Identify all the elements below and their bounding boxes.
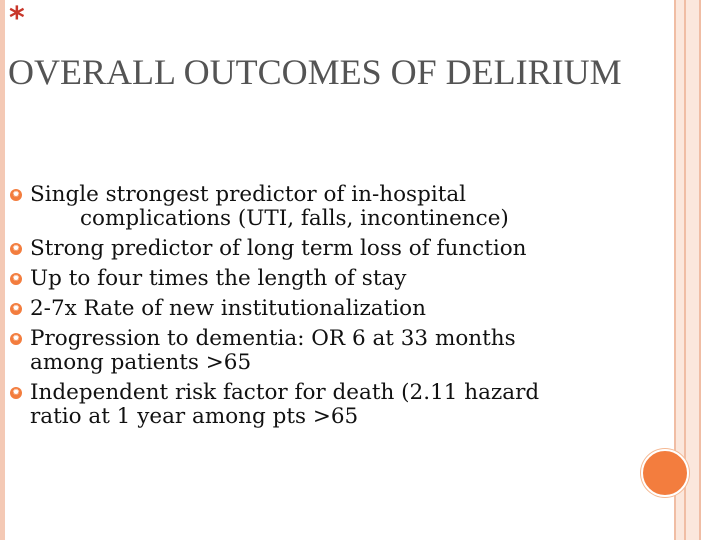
- sun-bullet-icon: ✹: [10, 189, 22, 201]
- bullet-item: [8, 327, 628, 375]
- bullet-text: Progression to dementia: OR 6 at 33 months: [30, 326, 516, 351]
- bullet-text: Strong predictor of long term loss of function: [30, 236, 527, 261]
- bullet-text-continuation: ratio at 1 year among pts >65: [30, 404, 359, 429]
- bullet-item: [8, 237, 628, 261]
- sun-bullet-icon: ✹: [10, 387, 22, 399]
- bullet-item: [8, 381, 628, 429]
- bullet-text: Up to four times the length of stay: [30, 266, 407, 291]
- bullet-list: [8, 183, 628, 435]
- slide-title: OVERALL OUTCOMES OF DELIRIUM: [8, 52, 622, 92]
- bullet-item: [8, 297, 628, 321]
- bullet-text: 2-7x Rate of new institutionalization: [30, 296, 426, 321]
- bullet-text-continuation: complications (UTI, falls, incontinence): [80, 206, 509, 231]
- sun-bullet-icon: ✹: [10, 243, 22, 255]
- bullet-text: Single strongest predictor of in-hospital: [30, 182, 467, 207]
- bullet-item: [8, 183, 628, 231]
- sun-bullet-icon: ✹: [10, 273, 22, 285]
- left-border: [0, 0, 5, 540]
- bullet-text-continuation: among patients >65: [30, 350, 252, 375]
- sun-bullet-icon: ✹: [10, 303, 22, 315]
- bullet-text: Independent risk factor for death (2.11 hazard: [30, 380, 540, 405]
- bullet-item: [8, 267, 628, 291]
- sun-bullet-icon: ✹: [10, 333, 22, 345]
- orange-circle-icon: [641, 449, 689, 497]
- asterisk-icon: *: [9, 1, 25, 36]
